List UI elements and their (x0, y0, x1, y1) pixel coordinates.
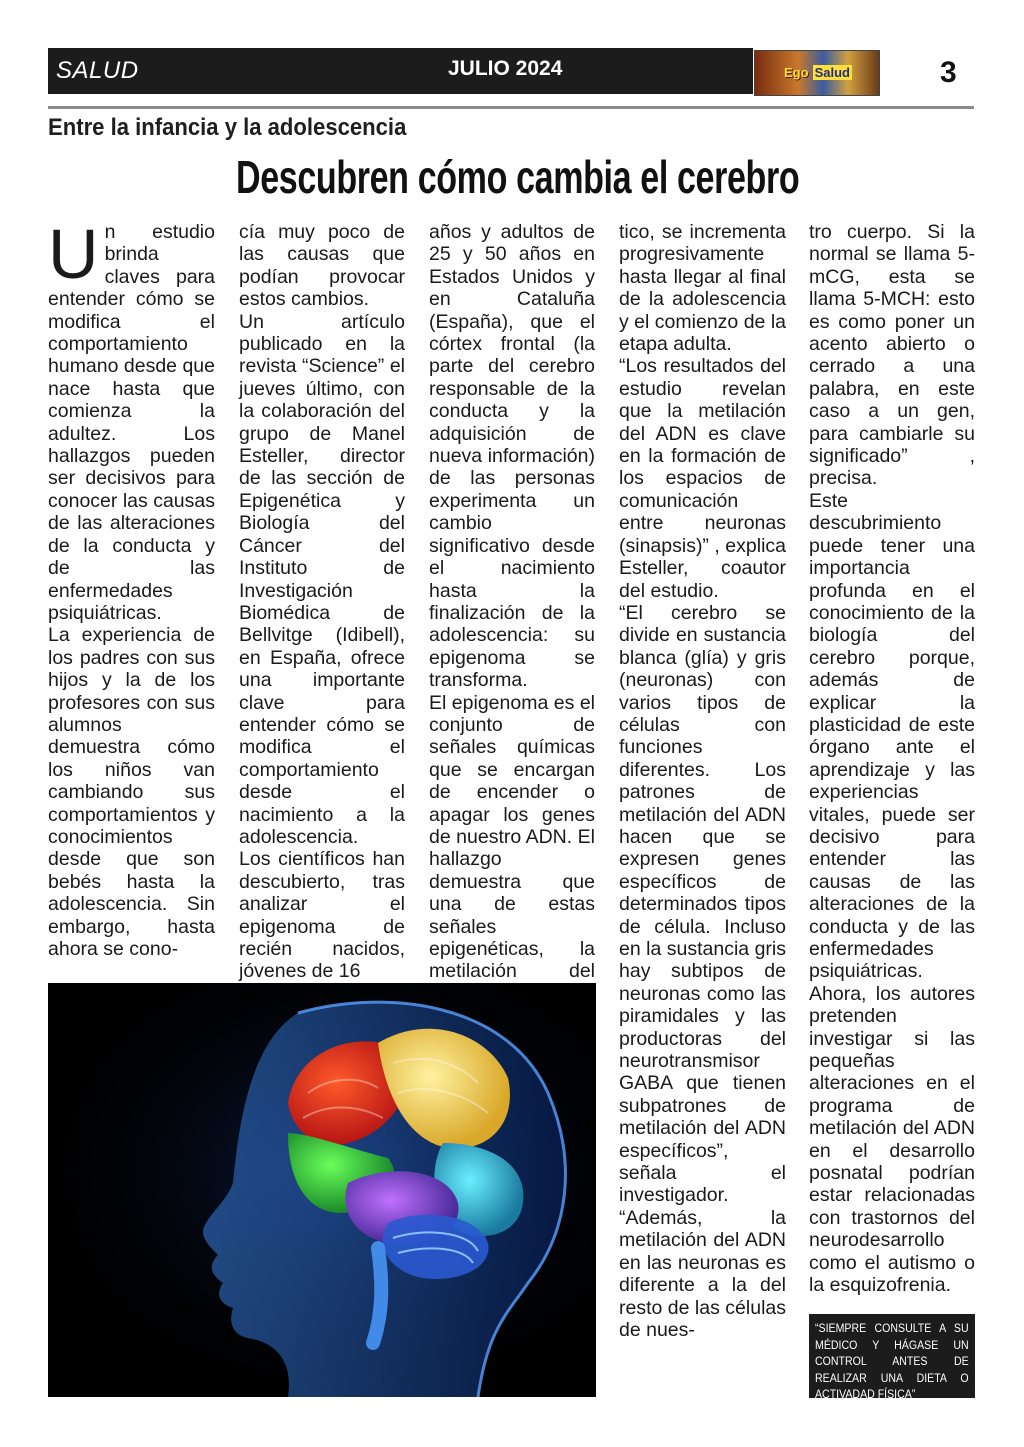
article-column-1 (48, 215, 215, 960)
paragraph: años y adultos de 25 y 50 años en Estados Unidos y en Cataluña (España), que el córtex frontal (la parte del cerebro responsable de la conducta y la adquisición de nueva información) de las personas experimenta un cambio significativo desde el nacimiento hasta la finalización de la adolescencia: su epigenoma se transforma. (429, 221, 595, 692)
paragraph: tro cuerpo. Si la normal se llama 5-mCG, esta se llama 5-MCH: esto es como poner un acento abierto o cerrado a una palabra, en este caso a un gen, para cambiarle su significado” , precisa. (809, 221, 975, 490)
paragraph: Este descubrimiento puede tener una importancia profunda en el conocimiento de la biología del cerebro porque, además de explicar la plasticidad de este órgano ante el aprendizaje y las experiencias vitales, puede ser decisivo para entender las causas de las alteraciones de la conducta y de las enfermedades psiquiátricas. (809, 489, 975, 983)
logo-word-salud: Salud (814, 64, 850, 80)
drop-cap: U (48, 215, 99, 293)
article-headline: Descubren cómo cambia el cerebro (236, 151, 800, 203)
paragraph: Los científicos han descubierto, tras analizar el epigenoma de recién nacidos, jóvenes de 16 (239, 848, 405, 983)
paragraph: La experiencia de los padres con sus hijos y la de los profesores con sus alumnos demuestra cómo los niños van cambiando sus comportamientos y conocimientos desde que son bebés hasta la adolescencia. Sin embargo, hasta ahora se cono- (48, 624, 215, 960)
article-column-2 (239, 221, 405, 983)
paragraph: n estudio brinda claves para entender cómo se modifica el comportamiento humano desde que nace hasta que comienza la adultez. Los hallazgos pueden ser decisivos para conocer las causas de las alteraciones de la conducta y de las enfermedades psiquiátricas. (48, 221, 215, 624)
page-number: 3 (940, 56, 957, 89)
paragraph: El epigenoma es el conjunto de señales químicas que se encargan de encender o apagar los genes de nuestro ADN. El hallazgo demuestra que una de estas señales epigenéticas, la metilación del (429, 691, 595, 983)
logo-wordmark (759, 63, 877, 81)
paragraph: “Además, la metilación del ADN en las neuronas es diferente a la del resto de las células de nues- (619, 1206, 786, 1341)
article-kicker: Entre la infancia y la adolescencia (48, 114, 407, 141)
section-label: SALUD (56, 57, 139, 84)
paragraph: Un artículo publicado en la revista “Science” el jueves último, con la colaboración del grupo de Manel Esteller, director de las sección de Epigenética y Biología del Cáncer del Instituto de Investigación Biomédica de Bellvitge (Idibell), en España, ofrece una importante clave para entender cómo se modifica el comportamiento desde el nacimiento a la adolescencia. (239, 310, 405, 848)
paragraph: “Los resultados del estudio revelan que la metilación del ADN es clave en la formación de los espacios de comunicación entre neuronas (sinapsis)” , explica Esteller, coautor del estudio. (619, 355, 786, 602)
section-header-bar (48, 48, 753, 94)
article-column-3 (429, 221, 595, 1005)
article-column-5 (809, 221, 975, 1297)
article-column-4 (619, 221, 786, 1341)
logo-word-ego: Ego (784, 64, 809, 80)
paragraph: “El cerebro se divide en sustancia blanca (glía) y gris (neuronas) con varios tipos de células con funciones diferentes. Los patrones de metilación del ADN hacen que se expresen genes específicos de determinados tipos de célula. Incluso en la sustancia gris hay subtipos de neuronas como las piramidales y las productoras del neurotransmisor GABA que tienen subpatrones de metilación del ADN específicos”, señala el investigador. (619, 601, 786, 1207)
header-divider (48, 106, 974, 109)
medical-advice-text: “SIEMPRE CONSULTE A SU MÉDICO Y HÁGASE UN CONTROL ANTES DE REALIZAR UNA DIETA O ACTIVADAD FÍSICA” (815, 1323, 969, 1401)
brain-illustration (48, 983, 596, 1397)
publication-logo (754, 50, 880, 96)
medical-advice-box (809, 1314, 975, 1401)
paragraph: tico, se incrementa progresivamente hasta llegar al final de la adolescencia y el comienzo de la etapa adulta. (619, 221, 786, 356)
paragraph: cía muy poco de las causas que podían provocar estos cambios. (239, 221, 405, 311)
paragraph: Ahora, los autores pretenden investigar si las pequeñas alteraciones en el programa de metilación del ADN en el desarrollo posnatal podrían estar relacionadas con trastornos del neurodesarrollo como el autismo o la esquizofrenia. (809, 982, 975, 1297)
issue-date: JULIO 2024 (448, 57, 563, 80)
